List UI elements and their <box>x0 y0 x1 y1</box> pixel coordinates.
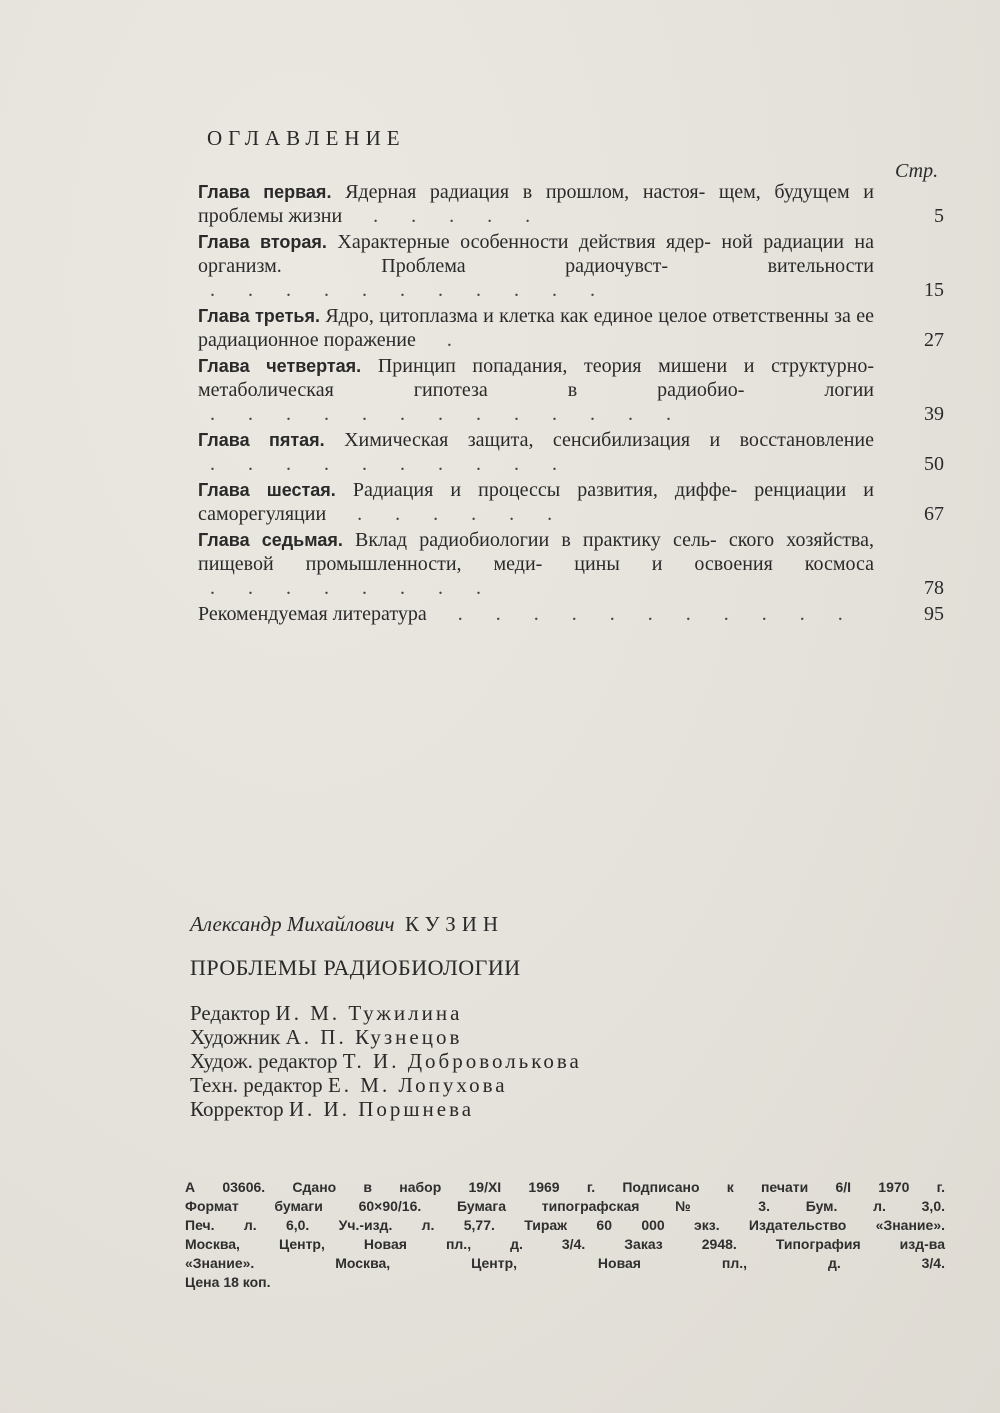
table-of-contents <box>198 180 958 628</box>
credit-art-editor: Худож. редактор Т. И. Доброволькова <box>190 1049 582 1073</box>
chapter-label: Глава четвертая. <box>198 356 362 376</box>
chapter-label: Глава шестая. <box>198 480 336 500</box>
credit-artist: Художник А. П. Кузнецов <box>190 1025 463 1049</box>
author <box>190 912 750 937</box>
colophon-line: «Знание». Москва, Центр, Новая пл., д. 3/4. <box>185 1255 945 1271</box>
colophon-line: Цена 18 коп. <box>185 1274 271 1290</box>
colophon-line: Печ. л. 6,0. Уч.-изд. л. 5,77. Тираж 60 000 экз. Издательство «Знание». <box>185 1217 945 1233</box>
chapter-title: Химическая защита, сенсибилизация и восстановление <box>344 429 875 451</box>
colophon-line: Формат бумаги 60×90/16. Бумага типографская № 3. Бум. л. 3,0. <box>185 1198 945 1214</box>
chapter-label: Глава седьмая. <box>198 530 343 550</box>
page-number: 67 <box>924 503 944 525</box>
colophon <box>185 1178 945 1292</box>
credit-tech-editor: Техн. редактор Е. М. Лопухова <box>190 1073 508 1097</box>
chapter-label: Глава первая. <box>198 182 332 202</box>
chapter-title: Радиация и процессы развития, диффе- ренциации и саморегуляции <box>198 479 875 525</box>
author-surname: КУЗИН <box>405 912 505 936</box>
author-given-names: Александр Михайлович <box>190 912 395 936</box>
toc-entry-2: Глава вторая. Характерные особенности действия ядер- ной радиации на организм. Проблема радиочувст- вительности . . . . . . . . . . . 15 <box>198 231 944 301</box>
chapter-label: Глава третья. <box>198 306 320 326</box>
imprint-block <box>190 912 750 1121</box>
toc-entry-4: Глава четвертая. Принцип попадания, теория мишени и структурно-метаболическая гипотеза в радиобио- логии . . . . . . . . . . . . . 39 <box>198 355 944 425</box>
credit-editor: Редактор И. М. Тужилина <box>190 1001 463 1025</box>
chapter-label: Глава пятая. <box>198 430 325 450</box>
chapter-title: Принцип попадания, теория мишени и структурно-метаболическая гипотеза в радиобио- логии <box>198 355 874 401</box>
credits-list <box>190 1001 750 1121</box>
toc-entry-6: Глава шестая. Радиация и процессы развития, диффе- ренциации и саморегуляции . . . . . . 67 <box>198 479 944 525</box>
chapter-title: Ядерная радиация в прошлом, настоя- щем, будущем и проблемы жизни <box>198 181 875 227</box>
book-title: ПРОБЛЕМЫ РАДИОБИОЛОГИИ <box>190 955 521 980</box>
page-number: 95 <box>924 603 944 625</box>
page-number: 78 <box>924 577 944 599</box>
page-number: 5 <box>934 205 944 227</box>
chapter-title: Рекомендуемая литература <box>198 603 427 625</box>
chapter-title: Ядро, цитоплазма и клетка как единое целое ответственны за ее радиационное поражение <box>198 305 874 351</box>
credit-proofreader: Корректор И. И. Поршнева <box>190 1097 475 1121</box>
colophon-line: А 03606. Сдано в набор 19/XI 1969 г. Подписано к печати 6/I 1970 г. <box>185 1179 945 1195</box>
toc-entry-3: Глава третья. Ядро, цитоплазма и клетка как единое целое ответственны за ее радиационное поражение . 27 <box>198 305 944 351</box>
page-number: 39 <box>924 403 944 425</box>
page-number: 50 <box>924 453 944 475</box>
toc-entry-references: Рекомендуемая литература . . . . . . . . . . . 95 <box>198 603 944 625</box>
page-number: 15 <box>924 279 944 301</box>
chapter-label: Глава вторая. <box>198 232 327 252</box>
page-column-header: Стр. <box>895 160 939 182</box>
colophon-line: Москва, Центр, Новая пл., д. 3/4. Заказ 2948. Типография изд-ва <box>185 1236 945 1252</box>
chapter-title: Характерные особенности действия ядер- ной радиации на организм. Проблема радиочувст- вительности <box>198 231 874 277</box>
toc-title: ОГЛАВЛЕНИЕ <box>207 126 406 150</box>
toc-entry-7: Глава седьмая. Вклад радиобиологии в практику сель- ского хозяйства, пищевой промышленности, меди- цины и освоения космоса . . . . . . . . 78 <box>198 529 944 599</box>
chapter-title: Вклад радиобиологии в практику сель- ского хозяйства, пищевой промышленности, меди- цины и освоения космоса <box>198 529 874 575</box>
page-number: 27 <box>924 329 944 351</box>
toc-entry-5: Глава пятая. Химическая защита, сенсибилизация и восстановление . . . . . . . . . . 50 <box>198 429 944 475</box>
toc-entry-1: Глава первая. Ядерная радиация в прошлом, настоя- щем, будущем и проблемы жизни . . . . . 5 <box>198 181 944 227</box>
